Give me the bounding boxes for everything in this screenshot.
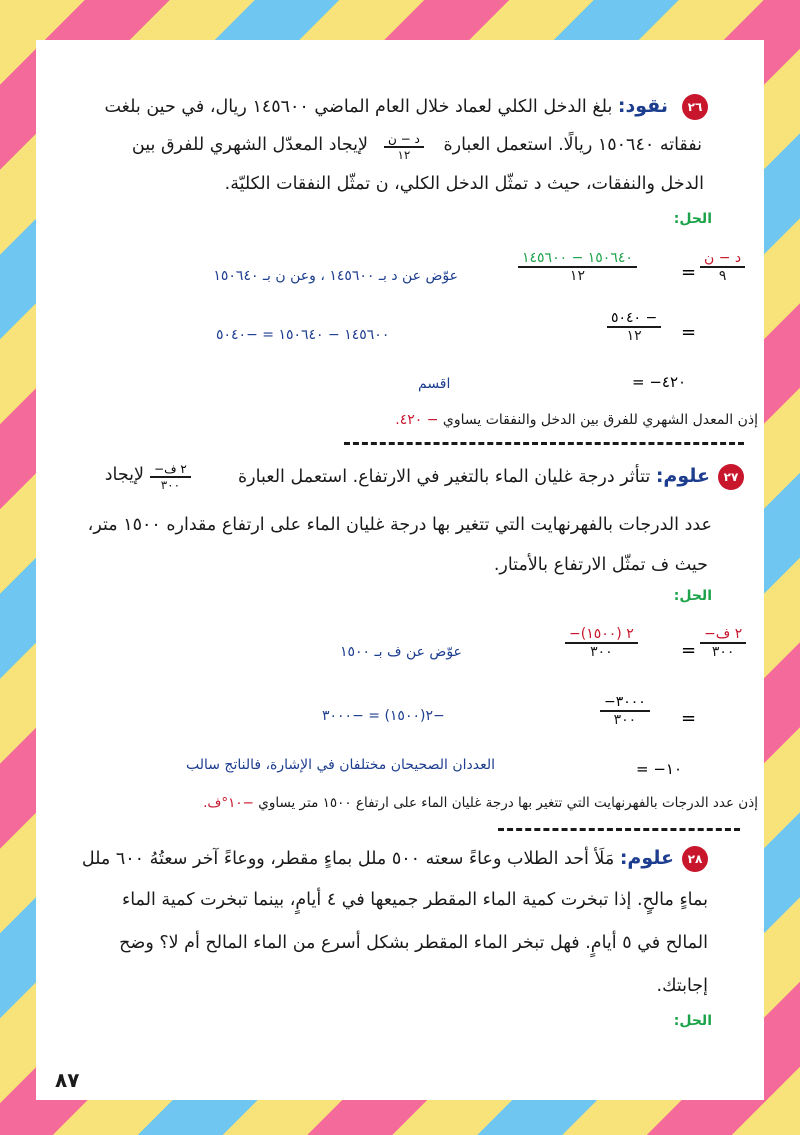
step-note: −٢(١٥٠٠) = −٣٠٠٠ — [322, 708, 445, 724]
step-note: ١٤٥٦٠٠ − ١٥٠٦٤٠ = −٥٠٤٠ — [216, 327, 390, 343]
step-fraction: −٣٠٠٠ ٣٠٠ — [600, 694, 650, 728]
page-number: ٨٧ — [55, 1068, 80, 1092]
question-number-badge: ٢٧ — [718, 464, 744, 490]
step-note: عوّض عن د بـ ١٤٥٦٠٠ ، وعن ن بـ ١٥٠٦٤٠ — [213, 268, 458, 284]
step-note: اقسم — [418, 376, 451, 392]
equals-sign: = — [681, 322, 697, 343]
solution-label: الحل: — [673, 588, 712, 604]
step-rhs-fraction: −٢ (١٥٠٠) ٣٠٠ — [565, 626, 638, 660]
question-27-line-3: حيث ف تمثّل الارتفاع بالأمتار. — [493, 555, 708, 575]
question-number-badge: ٢٨ — [682, 846, 708, 872]
question-27-line-1a: علوم: تتأثر درجة غليان الماء بالتغير في الارتفاع. استعمل العبارة — [238, 465, 710, 487]
question-27-line-1b: لإيجاد — [104, 465, 144, 485]
conclusion: إذن عدد الدرجات بالفهرنهايت التي تتغير بها درجة غليان الماء على ارتفاع ١٥٠٠ متر يساوي −١٠°ف. — [203, 795, 758, 811]
step-note: العددان الصحيحان مختلفان في الإشارة، فالناتج سالب — [185, 757, 495, 773]
subject-label: علوم: — [619, 847, 674, 869]
solution-label: الحل: — [673, 1013, 712, 1029]
dashed-separator — [344, 442, 744, 445]
step-rhs-fraction: ١٥٠٦٤٠ − ١٤٥٦٠٠ ١٢ — [518, 250, 637, 284]
subject-label: نقود: — [617, 95, 668, 117]
step-fraction: ٥٠٤٠ − ١٢ — [607, 310, 661, 344]
question-26-line-1: نقود: بلغ الدخل الكلي لعماد خلال العام الماضي ١٤٥٦٠٠ ريال، في حين بلغت — [104, 95, 668, 117]
question-number-badge: ٢٦ — [682, 94, 708, 120]
question-28-line-2: بماءٍ مالحٍ. إذا تبخرت كمية الماء المقطر جميعها في ٤ أيامٍ، بينما تبخرت كمية الماء — [122, 890, 708, 910]
equals-sign: = — [681, 262, 697, 283]
step-result: = −٤٢٠ — [632, 373, 687, 391]
equals-sign: = — [681, 708, 697, 729]
conclusion: إذن المعدل الشهري للفرق بين الدخل والنفقات يساوي − ٤٢٠. — [395, 412, 758, 428]
question-28-line-4: إجابتك. — [656, 976, 708, 996]
question-27-expression: −٢ ف ٣٠٠ — [150, 462, 191, 492]
solution-label: الحل: — [673, 211, 712, 227]
question-26-line-2a: نفقاته ١٥٠٦٤٠ ريالًا. استعمل العبارة — [443, 135, 702, 155]
question-27-line-2: عدد الدرجات بالفهرنهايت التي تتغير بها درجة غليان الماء على ارتفاع مقداره ١٥٠٠ متر، — [87, 515, 712, 535]
step-note: عوّض عن ف بـ ١٥٠٠ — [340, 644, 462, 660]
subject-label: علوم: — [655, 465, 710, 487]
question-28-line-1: علوم: مَلَأ أحد الطلاب وعاءً سعته ٥٠٠ ملل بماءٍ مقطر، ووعاءً آخر سعتُهُ ٦٠٠ ملل — [81, 847, 674, 869]
question-26-line-2b: لإيجاد المعدّل الشهري للفرق بين — [131, 135, 368, 155]
step-lhs-fraction: −٢ ف ٣٠٠ — [700, 626, 746, 660]
question-26-expression: د − ن ١٢ — [384, 132, 424, 162]
question-28-line-3: المالح في ٥ أيامٍ. فهل تبخر الماء المقطر بشكل أسرع من الماء المالح أم لا؟ وضح — [119, 933, 708, 953]
dashed-separator — [498, 828, 740, 831]
step-lhs-fraction: د − ن ٩ — [700, 250, 745, 284]
equals-sign: = — [681, 640, 697, 661]
question-26-line-3: الدخل والنفقات، حيث د تمثّل الدخل الكلي، ن تمثّل النفقات الكليّة. — [224, 174, 704, 194]
step-result: = −١٠ — [636, 760, 683, 778]
